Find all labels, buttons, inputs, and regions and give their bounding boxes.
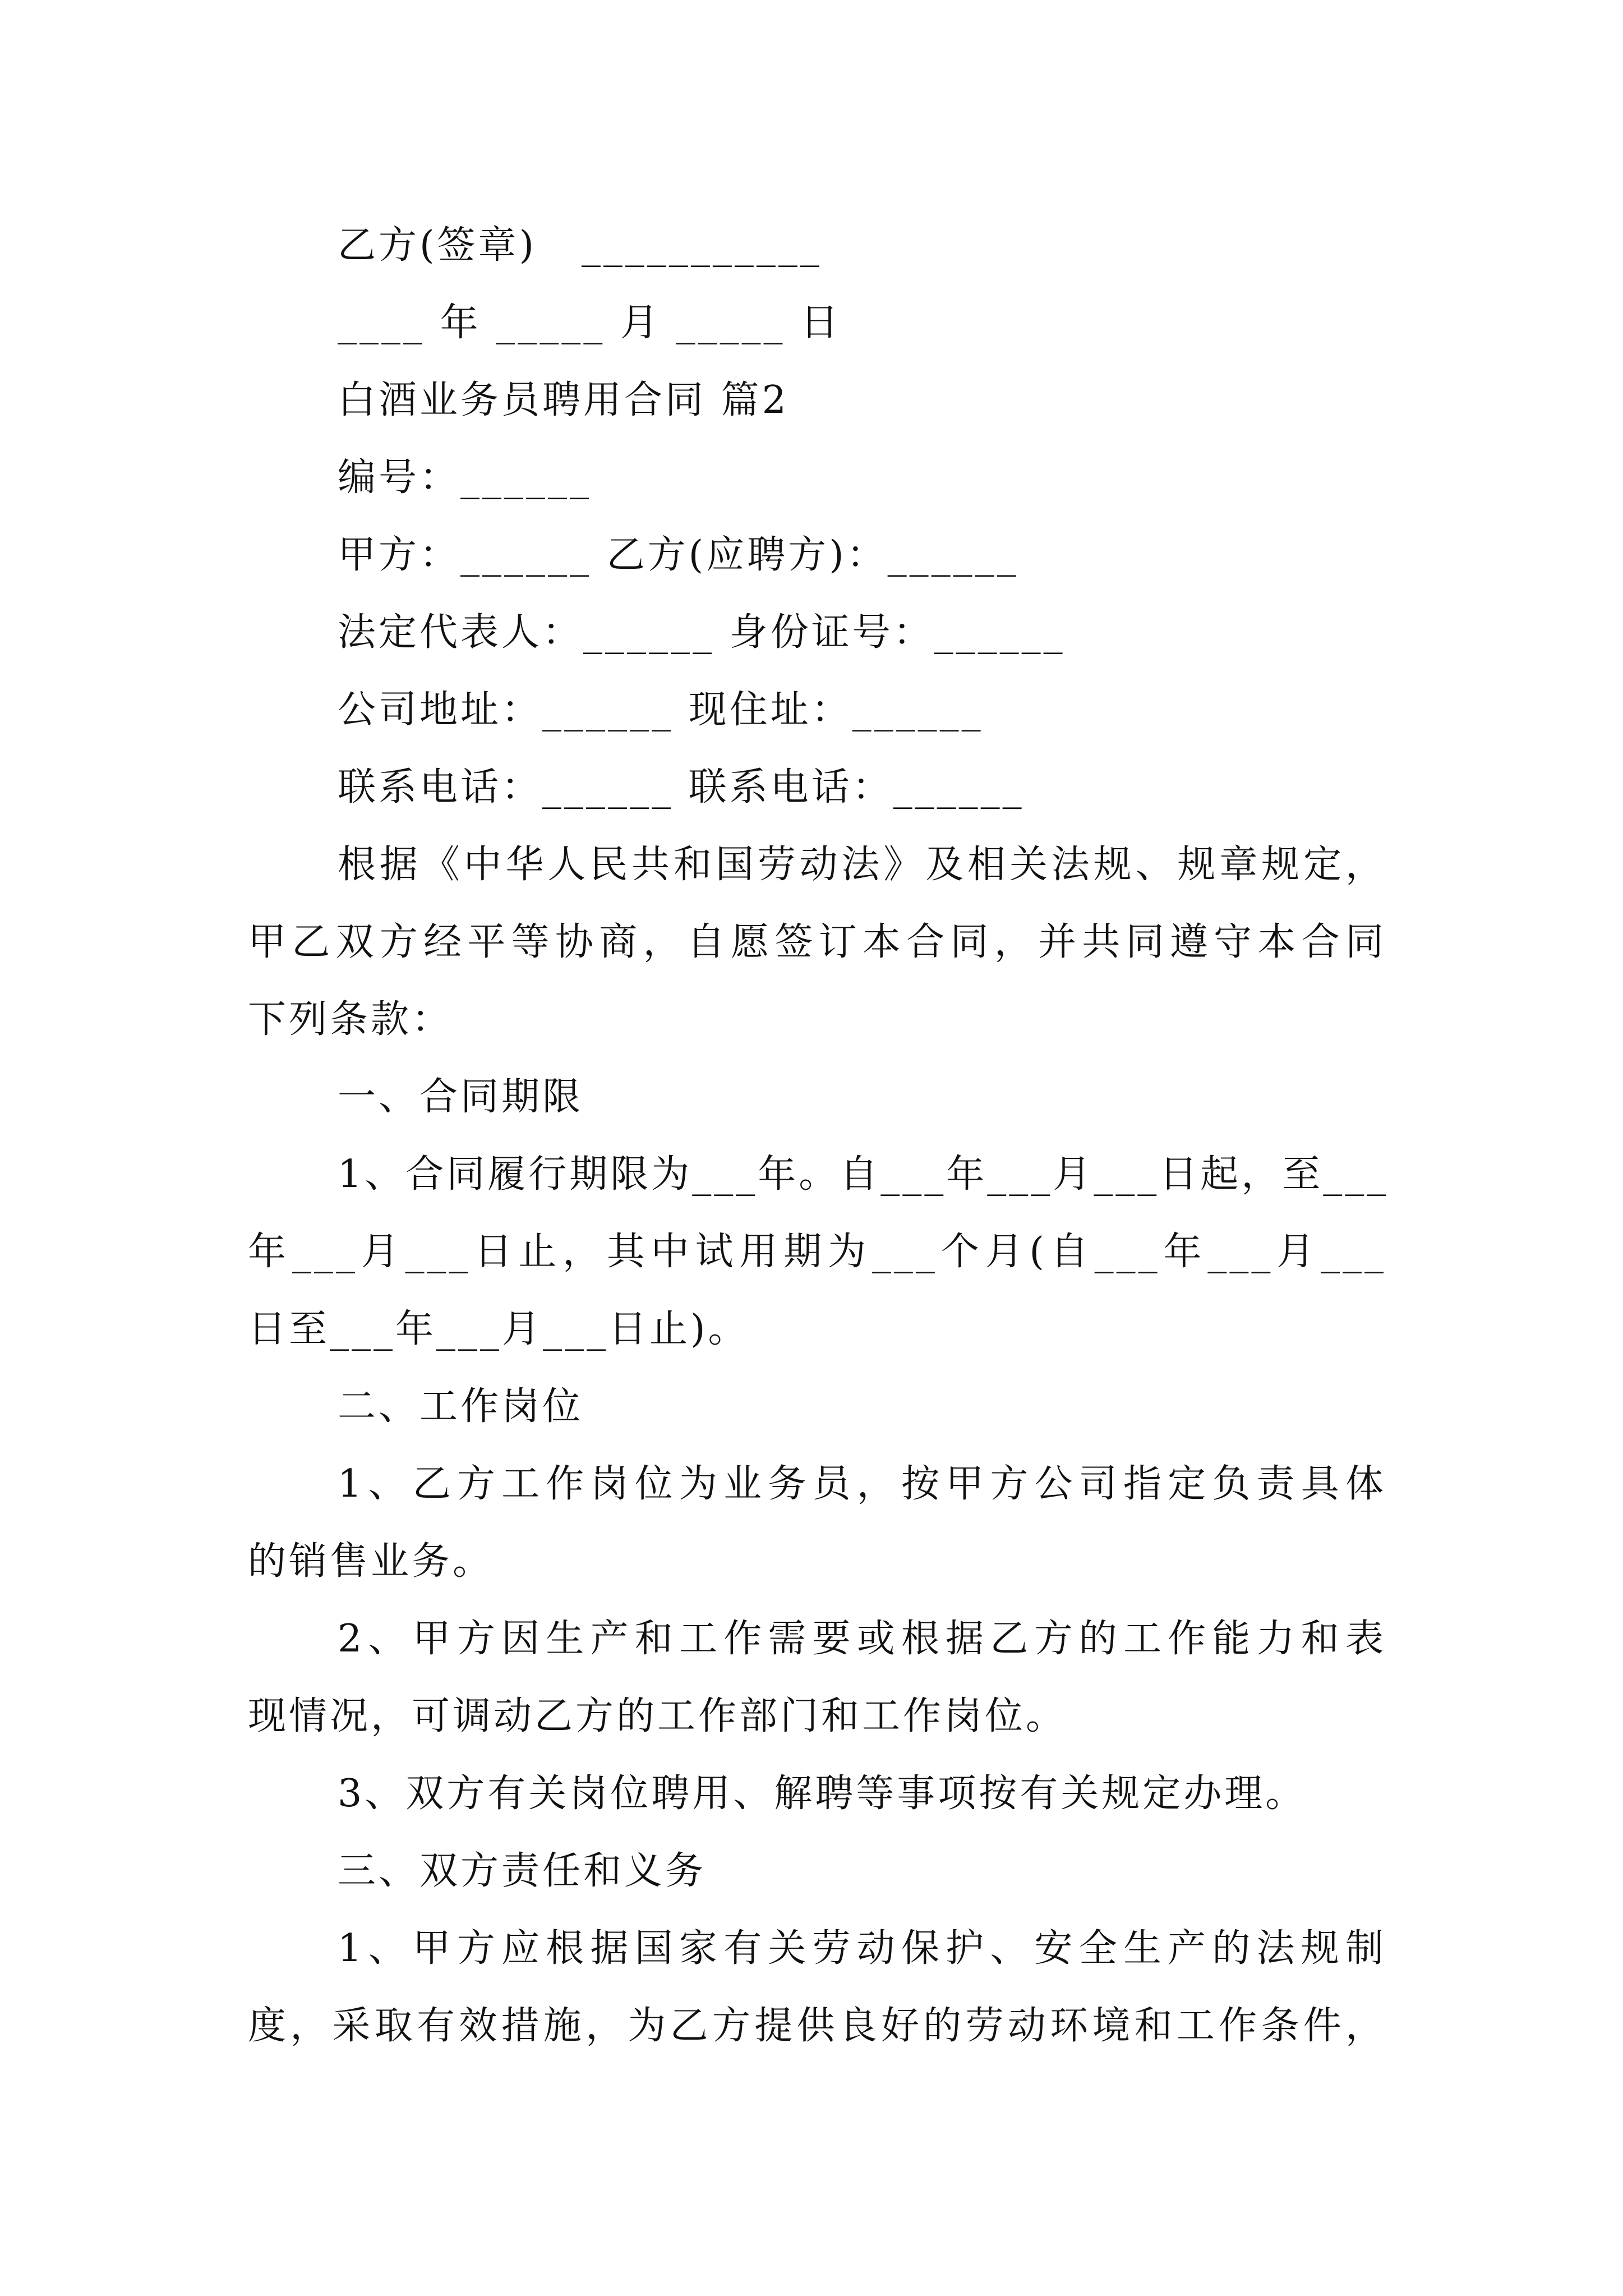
preamble-paragraph-line-1: 根据《中华人民共和国劳动法》及相关法规、规章规定， [338, 843, 1386, 887]
responsibility-clause-1-line-1: 1、甲方应根据国家有关劳动保护、安全生产的法规制 [338, 1926, 1386, 1971]
phone-line: 联系电话：______ 联系电话：______ [338, 765, 1025, 809]
heading-responsibilities: 三、双方责任和义务 [338, 1849, 707, 1893]
heading-contract-term: 一、合同期限 [338, 1075, 584, 1119]
section-title: 白酒业务员聘用合同 篇2 [338, 378, 789, 422]
contract-number-line: 编号：______ [338, 455, 592, 500]
responsibility-clause-1-line-2: 度，采取有效措施，为乙方提供良好的劳动环境和工作条件， [248, 2004, 1386, 2048]
term-clause-line-3: 日至___年___月___日止)。 [248, 1307, 749, 1351]
position-clause-3: 3、双方有关岗位聘用、解聘等事项按有关规定办理。 [338, 1772, 1307, 1816]
heading-position: 二、工作岗位 [338, 1384, 584, 1429]
parties-line: 甲方：______ 乙方(应聘方)：______ [338, 533, 1019, 577]
address-line: 公司地址：______ 现住址：______ [338, 688, 984, 732]
position-clause-2-line-1: 2、甲方因生产和工作需要或根据乙方的工作能力和表 [338, 1617, 1386, 1661]
preamble-paragraph-line-2: 甲乙双方经平等协商，自愿签订本合同，并共同遵守本合同 [248, 920, 1386, 964]
position-clause-1-line-2: 的销售业务。 [248, 1539, 494, 1584]
term-clause-line-2: 年___月___日止，其中试用期为___个月(自___年___月___ [248, 1230, 1386, 1274]
position-clause-1-line-1: 1、乙方工作岗位为业务员，按甲方公司指定负责具体 [338, 1462, 1386, 1506]
term-clause-line-1: 1、合同履行期限为___年。自___年___月___日起，至___ [338, 1152, 1389, 1197]
preamble-paragraph-line-3: 下列条款： [248, 997, 453, 1042]
representative-id-line: 法定代表人：______ 身份证号：______ [338, 610, 1066, 655]
party-b-signature-line: 乙方(签章) ___________ [338, 223, 822, 268]
signature-date-line: ____ 年 _____ 月 _____ 日 [338, 301, 842, 345]
position-clause-2-line-2: 现情况，可调动乙方的工作部门和工作岗位。 [248, 1694, 1067, 1738]
